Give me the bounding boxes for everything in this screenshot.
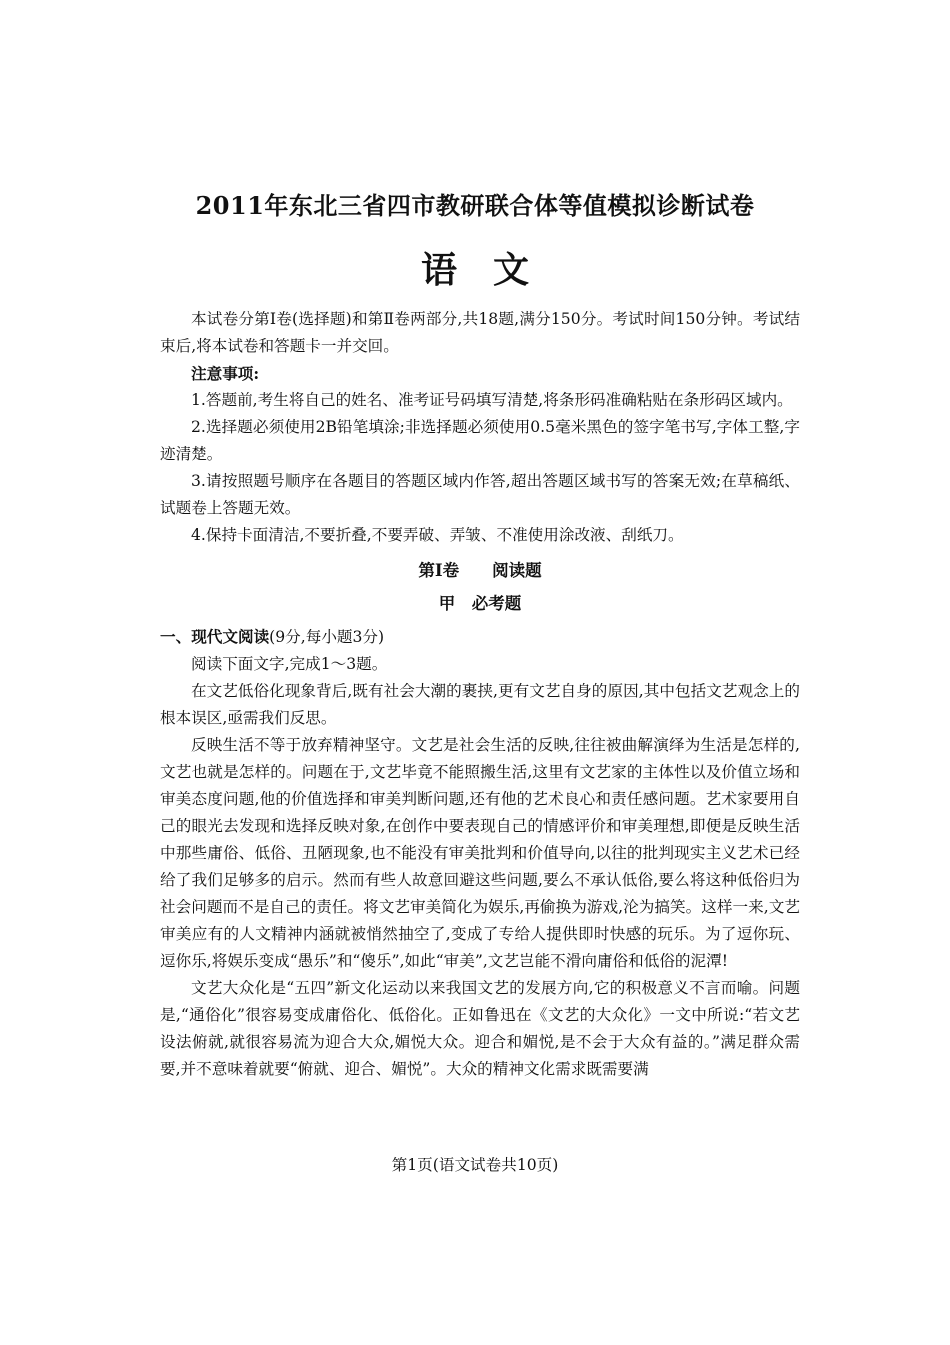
passage-paragraph: 文艺大众化是“五四”新文化运动以来我国文艺的发展方向,它的积极意义不言而喻。问题是,“通俗化”很容易变成庸俗化、低俗化。正如鲁迅在《文艺的大众化》一文中所说:“若文艺设法俯就,就很容易流为迎合大众,媚悦大众。迎合和媚悦,是不会于大众有益的。”满足群众需要,并不意味着就要“俯就、迎合、媚悦”。大众的精神文化需求既需要满	[160, 979, 800, 1078]
subject-title: 语文	[420, 249, 565, 291]
note-item: 2.选择题必须使用2B铅笔填涂;非选择题必须使用0.5毫米黑色的签字笔书写,字体工整,字迹清楚。	[160, 418, 800, 463]
note-item: 4.保持卡面清洁,不要折叠,不要弄破、弄皱、不准使用涂改液、刮纸刀。	[191, 526, 684, 544]
page-footer: 第1页(语文试卷共10页)	[391, 1156, 559, 1174]
note-item: 1.答题前,考生将自己的姓名、准考证号码填写清楚,将条形码准确粘贴在条形码区域内。	[191, 391, 793, 409]
exam-title: 2011年东北三省四市教研联合体等值模拟诊断试卷	[195, 191, 755, 220]
page-body	[160, 306, 800, 1083]
question-instruction: 阅读下面文字,完成1～3题。	[191, 655, 388, 673]
notes-title: 注意事项:	[191, 364, 260, 383]
question-heading	[160, 623, 800, 651]
intro-paragraph: 本试卷分第Ⅰ卷(选择题)和第Ⅱ卷两部分,共18题,满分150分。考试时间150分钟。考试结束后,将本试卷和答题卡一并交回。	[160, 310, 800, 355]
section-heading: 甲 必考题	[438, 594, 522, 613]
volume-heading: 第Ⅰ卷 阅读题	[418, 561, 542, 580]
question-label: 一、现代文阅读	[160, 627, 270, 646]
passage-paragraph: 在文艺低俗化现象背后,既有社会大潮的裹挟,更有文艺自身的原因,其中包括文艺观念上的根本误区,亟需我们反思。	[160, 682, 800, 727]
note-item: 3.请按照题号顺序在各题目的答题区域内作答,超出答题区域书写的答案无效;在草稿纸、试题卷上答题无效。	[160, 472, 800, 517]
question-score-note: (9分,每小题3分)	[269, 628, 385, 646]
passage-paragraph: 反映生活不等于放弃精神坚守。文艺是社会生活的反映,往往被曲解演绎为生活是怎样的,文艺也就是怎样的。问题在于,文艺毕竟不能照搬生活,这里有文艺家的主体性以及价值立场和审美态度问题,他的价值选择和审美判断问题,还有他的艺术良心和责任感问题。艺术家要用自己的眼光去发现和选择反映对象,在创作中要表现自己的情感评价和审美理想,即便是反映生活中那些庸俗、低俗、丑陋现象,也不能没有审美批判和价值导向,以往的批判现实主义艺术已经给了我们足够多的启示。然而有些人故意回避这些问题,要么不承认低俗,要么将这种低俗归为社会问题而不是自己的责任。将文艺审美简化为娱乐,再偷换为游戏,沦为搞笑。这样一来,文艺审美应有的人文精神内涵就被悄然抽空了,变成了专给人提供即时快感的玩乐。为了逗你玩、逗你乐,将娱乐变成“愚乐”和“傻乐”,如此“审美”,文艺岂能不滑向庸俗和低俗的泥潭!	[160, 736, 800, 970]
